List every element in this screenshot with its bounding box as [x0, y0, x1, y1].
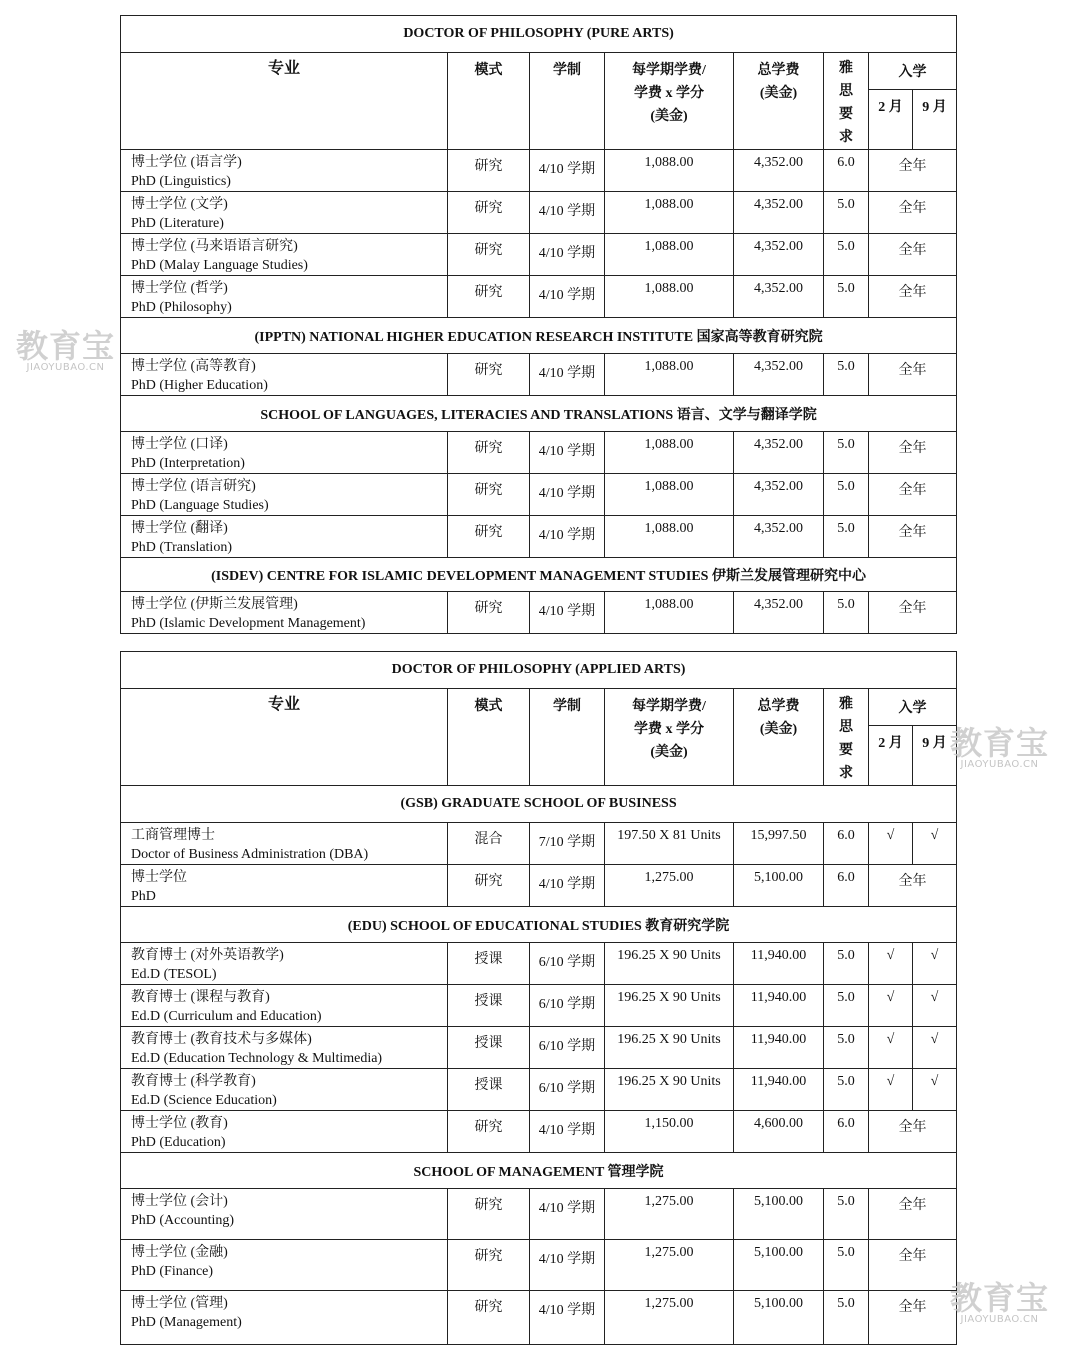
table-row — [121, 1240, 957, 1291]
total-fee-cell: 4,352.00 — [734, 516, 824, 558]
intake-cell: 全年 — [869, 192, 957, 234]
fee-cell: 1,088.00 — [605, 150, 734, 192]
mode-cell: 混合 — [448, 823, 530, 865]
header-fee-line3: (美金) — [650, 745, 688, 760]
section-title: (GSB) GRADUATE SCHOOL OF BUSINESS — [121, 786, 957, 823]
intake-feb-cell: √ — [869, 943, 913, 985]
program-name-zh: 博士学位 (伊斯兰发展管理) — [131, 597, 298, 612]
mode-cell: 研究 — [448, 354, 530, 396]
total-fee-cell: 5,100.00 — [734, 1291, 824, 1345]
intake-cell: 全年 — [869, 354, 957, 396]
program-cell — [121, 943, 448, 985]
mode-cell: 研究 — [448, 865, 530, 907]
ielts-cell: 5.0 — [824, 1189, 869, 1240]
fee-cell: 1,275.00 — [605, 1240, 734, 1291]
duration-cell: 4/10 学期 — [530, 865, 605, 907]
header-duration: 学制 — [530, 689, 605, 786]
program-name-zh: 教育博士 (教育技术与多媒体) — [131, 1032, 312, 1047]
table-row — [121, 823, 957, 865]
header-ielts-text: 雅思要求 — [839, 697, 853, 781]
program-name-en: PhD (Finance) — [131, 1264, 214, 1279]
fee-cell: 196.25 X 90 Units — [605, 1027, 734, 1069]
program-cell — [121, 1027, 448, 1069]
table-row — [121, 865, 957, 907]
section-row — [121, 396, 957, 432]
header-ielts — [824, 53, 869, 150]
mode-cell: 研究 — [448, 474, 530, 516]
intake-sep-cell: √ — [913, 943, 957, 985]
fee-cell: 1,088.00 — [605, 592, 734, 634]
program-cell — [121, 865, 448, 907]
watermark-brand: 教育宝 — [950, 1279, 1050, 1317]
intake-cell: 全年 — [869, 1240, 957, 1291]
total-fee-cell: 4,352.00 — [734, 192, 824, 234]
intake-feb-cell: √ — [869, 1069, 913, 1111]
intake-sep-cell: √ — [913, 1027, 957, 1069]
program-name-en: PhD (Malay Language Studies) — [131, 258, 308, 273]
table-row — [121, 1291, 957, 1345]
duration-cell: 6/10 学期 — [530, 1027, 605, 1069]
total-fee-cell: 4,600.00 — [734, 1111, 824, 1153]
duration-cell: 4/10 学期 — [530, 192, 605, 234]
program-name-zh: 博士学位 (马来语语言研究) — [131, 239, 298, 254]
program-name-en: PhD (Islamic Development Management) — [131, 616, 366, 631]
duration-cell: 4/10 学期 — [530, 234, 605, 276]
program-cell — [121, 516, 448, 558]
program-name-zh: 教育博士 (对外英语教学) — [131, 948, 284, 963]
intake-sep-cell: √ — [913, 1069, 957, 1111]
mode-cell: 研究 — [448, 192, 530, 234]
program-cell — [121, 192, 448, 234]
program-name-zh: 博士学位 (语言研究) — [131, 479, 256, 494]
intake-cell: 全年 — [869, 234, 957, 276]
ielts-cell: 5.0 — [824, 985, 869, 1027]
header-total-line1: 总学费 — [757, 699, 800, 714]
table-row — [121, 234, 957, 276]
duration-cell: 4/10 学期 — [530, 516, 605, 558]
duration-cell: 4/10 学期 — [530, 1189, 605, 1240]
header-fee — [605, 689, 734, 786]
section-row — [121, 1153, 957, 1189]
mode-cell: 研究 — [448, 1291, 530, 1345]
section-title: (IPPTN) NATIONAL HIGHER EDUCATION RESEARCH INSTITUTE 国家高等教育研究院 — [121, 318, 957, 354]
total-fee-cell: 4,352.00 — [734, 592, 824, 634]
program-cell — [121, 1189, 448, 1240]
program-name-en: PhD (Accounting) — [131, 1213, 235, 1228]
program-name-zh: 博士学位 (翻译) — [131, 521, 228, 536]
section-title: SCHOOL OF LANGUAGES, LITERACIES AND TRANSLATIONS 语言、文学与翻译学院 — [121, 396, 957, 432]
program-name-en: PhD (Literature) — [131, 216, 224, 231]
applied-arts-fee-table — [120, 651, 957, 1345]
fee-cell: 1,088.00 — [605, 276, 734, 318]
mode-cell: 研究 — [448, 1189, 530, 1240]
program-cell — [121, 354, 448, 396]
intake-sep-cell: √ — [913, 985, 957, 1027]
ielts-cell: 5.0 — [824, 592, 869, 634]
watermark-logo — [16, 327, 116, 373]
program-name-en: PhD (Higher Education) — [131, 378, 268, 393]
table-row — [121, 1111, 957, 1153]
ielts-cell: 5.0 — [824, 943, 869, 985]
fee-cell: 1,088.00 — [605, 474, 734, 516]
program-cell — [121, 234, 448, 276]
total-fee-cell: 15,997.50 — [734, 823, 824, 865]
mode-cell: 研究 — [448, 276, 530, 318]
intake-feb-cell: √ — [869, 1027, 913, 1069]
watermark-brand: 教育宝 — [16, 327, 116, 365]
mode-cell: 授课 — [448, 985, 530, 1027]
table-title: DOCTOR OF PHILOSOPHY (APPLIED ARTS) — [121, 652, 957, 689]
intake-feb-cell: √ — [869, 823, 913, 865]
header-total — [734, 689, 824, 786]
program-name-zh: 博士学位 (金融) — [131, 1245, 228, 1260]
mode-cell: 研究 — [448, 234, 530, 276]
section-title: (ISDEV) CENTRE FOR ISLAMIC DEVELOPMENT MANAGEMENT STUDIES 伊斯兰发展管理研究中心 — [121, 558, 957, 592]
table-row — [121, 192, 957, 234]
program-name-zh: 博士学位 (会计) — [131, 1194, 228, 1209]
program-cell — [121, 1111, 448, 1153]
program-name-en: PhD (Management) — [131, 1315, 242, 1330]
ielts-cell: 5.0 — [824, 432, 869, 474]
watermark-domain: JIAOYUBAO.CN — [960, 1314, 1039, 1325]
ielts-cell: 6.0 — [824, 823, 869, 865]
program-name-en: Ed.D (Education Technology & Multimedia) — [131, 1051, 383, 1066]
fee-cell: 196.25 X 90 Units — [605, 985, 734, 1027]
intake-cell: 全年 — [869, 1111, 957, 1153]
header-feb: 2 月 — [869, 90, 913, 150]
intake-cell: 全年 — [869, 865, 957, 907]
duration-cell: 4/10 学期 — [530, 354, 605, 396]
fee-cell: 1,275.00 — [605, 865, 734, 907]
table-row — [121, 150, 957, 192]
program-cell — [121, 823, 448, 865]
program-name-en: PhD — [131, 889, 156, 904]
header-feb: 2 月 — [869, 726, 913, 786]
header-mode: 模式 — [448, 689, 530, 786]
total-fee-cell: 4,352.00 — [734, 150, 824, 192]
fee-cell: 197.50 X 81 Units — [605, 823, 734, 865]
intake-cell: 全年 — [869, 432, 957, 474]
program-name-en: PhD (Translation) — [131, 540, 232, 555]
fee-cell: 1,088.00 — [605, 354, 734, 396]
duration-cell: 4/10 学期 — [530, 474, 605, 516]
header-duration: 学制 — [530, 53, 605, 150]
mode-cell: 授课 — [448, 943, 530, 985]
header-fee-line3: (美金) — [650, 109, 688, 124]
mode-cell: 授课 — [448, 1027, 530, 1069]
program-name-en: PhD (Linguistics) — [131, 174, 231, 189]
program-name-zh: 教育博士 (科学教育) — [131, 1074, 256, 1089]
header-total — [734, 53, 824, 150]
program-name-zh: 博士学位 (语言学) — [131, 155, 242, 170]
header-fee-line1: 每学期学费/ — [632, 699, 706, 714]
program-cell — [121, 1240, 448, 1291]
program-name-en: Ed.D (Science Education) — [131, 1093, 277, 1108]
total-fee-cell: 4,352.00 — [734, 234, 824, 276]
ielts-cell: 5.0 — [824, 474, 869, 516]
table-row — [121, 432, 957, 474]
table-row — [121, 474, 957, 516]
program-name-zh: 博士学位 (管理) — [131, 1296, 228, 1311]
fee-cell: 196.25 X 90 Units — [605, 1069, 734, 1111]
total-fee-cell: 5,100.00 — [734, 865, 824, 907]
ielts-cell: 5.0 — [824, 1240, 869, 1291]
section-title: SCHOOL OF MANAGEMENT 管理学院 — [121, 1153, 957, 1189]
program-name-en: PhD (Language Studies) — [131, 498, 269, 513]
duration-cell: 7/10 学期 — [530, 823, 605, 865]
header-total-line1: 总学费 — [757, 63, 800, 78]
total-fee-cell: 11,940.00 — [734, 985, 824, 1027]
intake-cell: 全年 — [869, 1189, 957, 1240]
duration-cell: 4/10 学期 — [530, 150, 605, 192]
header-fee — [605, 53, 734, 150]
program-name-zh: 博士学位 (教育) — [131, 1116, 228, 1131]
header-program: 专业 — [121, 53, 448, 150]
program-name-en: Ed.D (Curriculum and Education) — [131, 1009, 322, 1024]
intake-cell: 全年 — [869, 1291, 957, 1345]
program-cell — [121, 276, 448, 318]
ielts-cell: 6.0 — [824, 150, 869, 192]
fee-cell: 1,088.00 — [605, 432, 734, 474]
duration-cell: 4/10 学期 — [530, 432, 605, 474]
total-fee-cell: 4,352.00 — [734, 354, 824, 396]
duration-cell: 4/10 学期 — [530, 276, 605, 318]
header-fee-line2: 学费 x 学分 — [634, 722, 704, 737]
fee-cell: 1,150.00 — [605, 1111, 734, 1153]
program-cell — [121, 592, 448, 634]
program-name-zh: 工商管理博士 — [131, 828, 215, 843]
intake-cell: 全年 — [869, 276, 957, 318]
header-total-line2: (美金) — [759, 722, 798, 737]
duration-cell: 4/10 学期 — [530, 592, 605, 634]
program-name-en: Doctor of Business Administration (DBA) — [131, 847, 369, 862]
program-cell — [121, 474, 448, 516]
program-name-en: PhD (Education) — [131, 1135, 226, 1150]
header-sep: 9 月 — [913, 726, 957, 786]
table-title: DOCTOR OF PHILOSOPHY (PURE ARTS) — [121, 16, 957, 53]
header-mode: 模式 — [448, 53, 530, 150]
ielts-cell: 5.0 — [824, 192, 869, 234]
intake-cell: 全年 — [869, 592, 957, 634]
section-title: (EDU) SCHOOL OF EDUCATIONAL STUDIES 教育研究学院 — [121, 907, 957, 943]
header-intake: 入学 — [869, 53, 957, 90]
intake-feb-cell: √ — [869, 985, 913, 1027]
table-row — [121, 1027, 957, 1069]
header-sep: 9 月 — [913, 90, 957, 150]
table-row — [121, 985, 957, 1027]
header-ielts — [824, 689, 869, 786]
header-ielts-text: 雅思要求 — [839, 61, 853, 145]
watermark-brand: 教育宝 — [950, 724, 1050, 762]
fee-cell: 1,275.00 — [605, 1291, 734, 1345]
program-name-zh: 博士学位 (口译) — [131, 437, 228, 452]
ielts-cell: 5.0 — [824, 276, 869, 318]
total-fee-cell: 11,940.00 — [734, 1069, 824, 1111]
total-fee-cell: 11,940.00 — [734, 943, 824, 985]
total-fee-cell: 4,352.00 — [734, 474, 824, 516]
ielts-cell: 6.0 — [824, 1111, 869, 1153]
watermark-domain: JIAOYUBAO.CN — [960, 759, 1039, 770]
program-cell — [121, 150, 448, 192]
watermark-logo — [950, 1279, 1050, 1325]
program-name-zh: 博士学位 (高等教育) — [131, 359, 256, 374]
ielts-cell: 5.0 — [824, 1291, 869, 1345]
duration-cell: 4/10 学期 — [530, 1111, 605, 1153]
table-row — [121, 943, 957, 985]
program-name-en: PhD (Philosophy) — [131, 300, 232, 315]
mode-cell: 研究 — [448, 1240, 530, 1291]
watermark-logo — [950, 724, 1050, 770]
mode-cell: 研究 — [448, 516, 530, 558]
header-program: 专业 — [121, 689, 448, 786]
header-intake: 入学 — [869, 689, 957, 726]
intake-cell: 全年 — [869, 474, 957, 516]
mode-cell: 研究 — [448, 150, 530, 192]
ielts-cell: 6.0 — [824, 865, 869, 907]
total-fee-cell: 11,940.00 — [734, 1027, 824, 1069]
fee-cell: 1,088.00 — [605, 516, 734, 558]
program-cell — [121, 985, 448, 1027]
program-cell — [121, 1291, 448, 1345]
mode-cell: 研究 — [448, 1111, 530, 1153]
total-fee-cell: 4,352.00 — [734, 276, 824, 318]
section-row — [121, 558, 957, 592]
intake-cell: 全年 — [869, 150, 957, 192]
pure-arts-fee-table — [120, 15, 957, 634]
header-fee-line2: 学费 x 学分 — [634, 86, 704, 101]
program-name-zh: 博士学位 (文学) — [131, 197, 228, 212]
mode-cell: 授课 — [448, 1069, 530, 1111]
duration-cell: 6/10 学期 — [530, 943, 605, 985]
table-row — [121, 516, 957, 558]
duration-cell: 4/10 学期 — [530, 1291, 605, 1345]
table-row — [121, 276, 957, 318]
program-name-zh: 博士学位 — [131, 870, 187, 885]
duration-cell: 6/10 学期 — [530, 985, 605, 1027]
ielts-cell: 5.0 — [824, 1069, 869, 1111]
table-row — [121, 1069, 957, 1111]
total-fee-cell: 5,100.00 — [734, 1240, 824, 1291]
section-row — [121, 786, 957, 823]
ielts-cell: 5.0 — [824, 1027, 869, 1069]
program-name-en: Ed.D (TESOL) — [131, 967, 217, 982]
fee-cell: 1,088.00 — [605, 192, 734, 234]
header-fee-line1: 每学期学费/ — [632, 63, 706, 78]
program-name-zh: 博士学位 (哲学) — [131, 281, 228, 296]
fee-cell: 1,275.00 — [605, 1189, 734, 1240]
section-row — [121, 907, 957, 943]
program-cell — [121, 432, 448, 474]
intake-cell: 全年 — [869, 516, 957, 558]
total-fee-cell: 5,100.00 — [734, 1189, 824, 1240]
fee-cell: 196.25 X 90 Units — [605, 943, 734, 985]
ielts-cell: 5.0 — [824, 516, 869, 558]
total-fee-cell: 4,352.00 — [734, 432, 824, 474]
table-row — [121, 592, 957, 634]
program-cell — [121, 1069, 448, 1111]
intake-sep-cell: √ — [913, 823, 957, 865]
duration-cell: 6/10 学期 — [530, 1069, 605, 1111]
fee-cell: 1,088.00 — [605, 234, 734, 276]
table-row — [121, 354, 957, 396]
mode-cell: 研究 — [448, 592, 530, 634]
header-total-line2: (美金) — [759, 86, 798, 101]
table-row — [121, 1189, 957, 1240]
program-name-en: PhD (Interpretation) — [131, 456, 245, 471]
section-row — [121, 318, 957, 354]
watermark-domain: JIAOYUBAO.CN — [26, 362, 105, 373]
ielts-cell: 5.0 — [824, 354, 869, 396]
program-name-zh: 教育博士 (课程与教育) — [131, 990, 270, 1005]
mode-cell: 研究 — [448, 432, 530, 474]
ielts-cell: 5.0 — [824, 234, 869, 276]
duration-cell: 4/10 学期 — [530, 1240, 605, 1291]
